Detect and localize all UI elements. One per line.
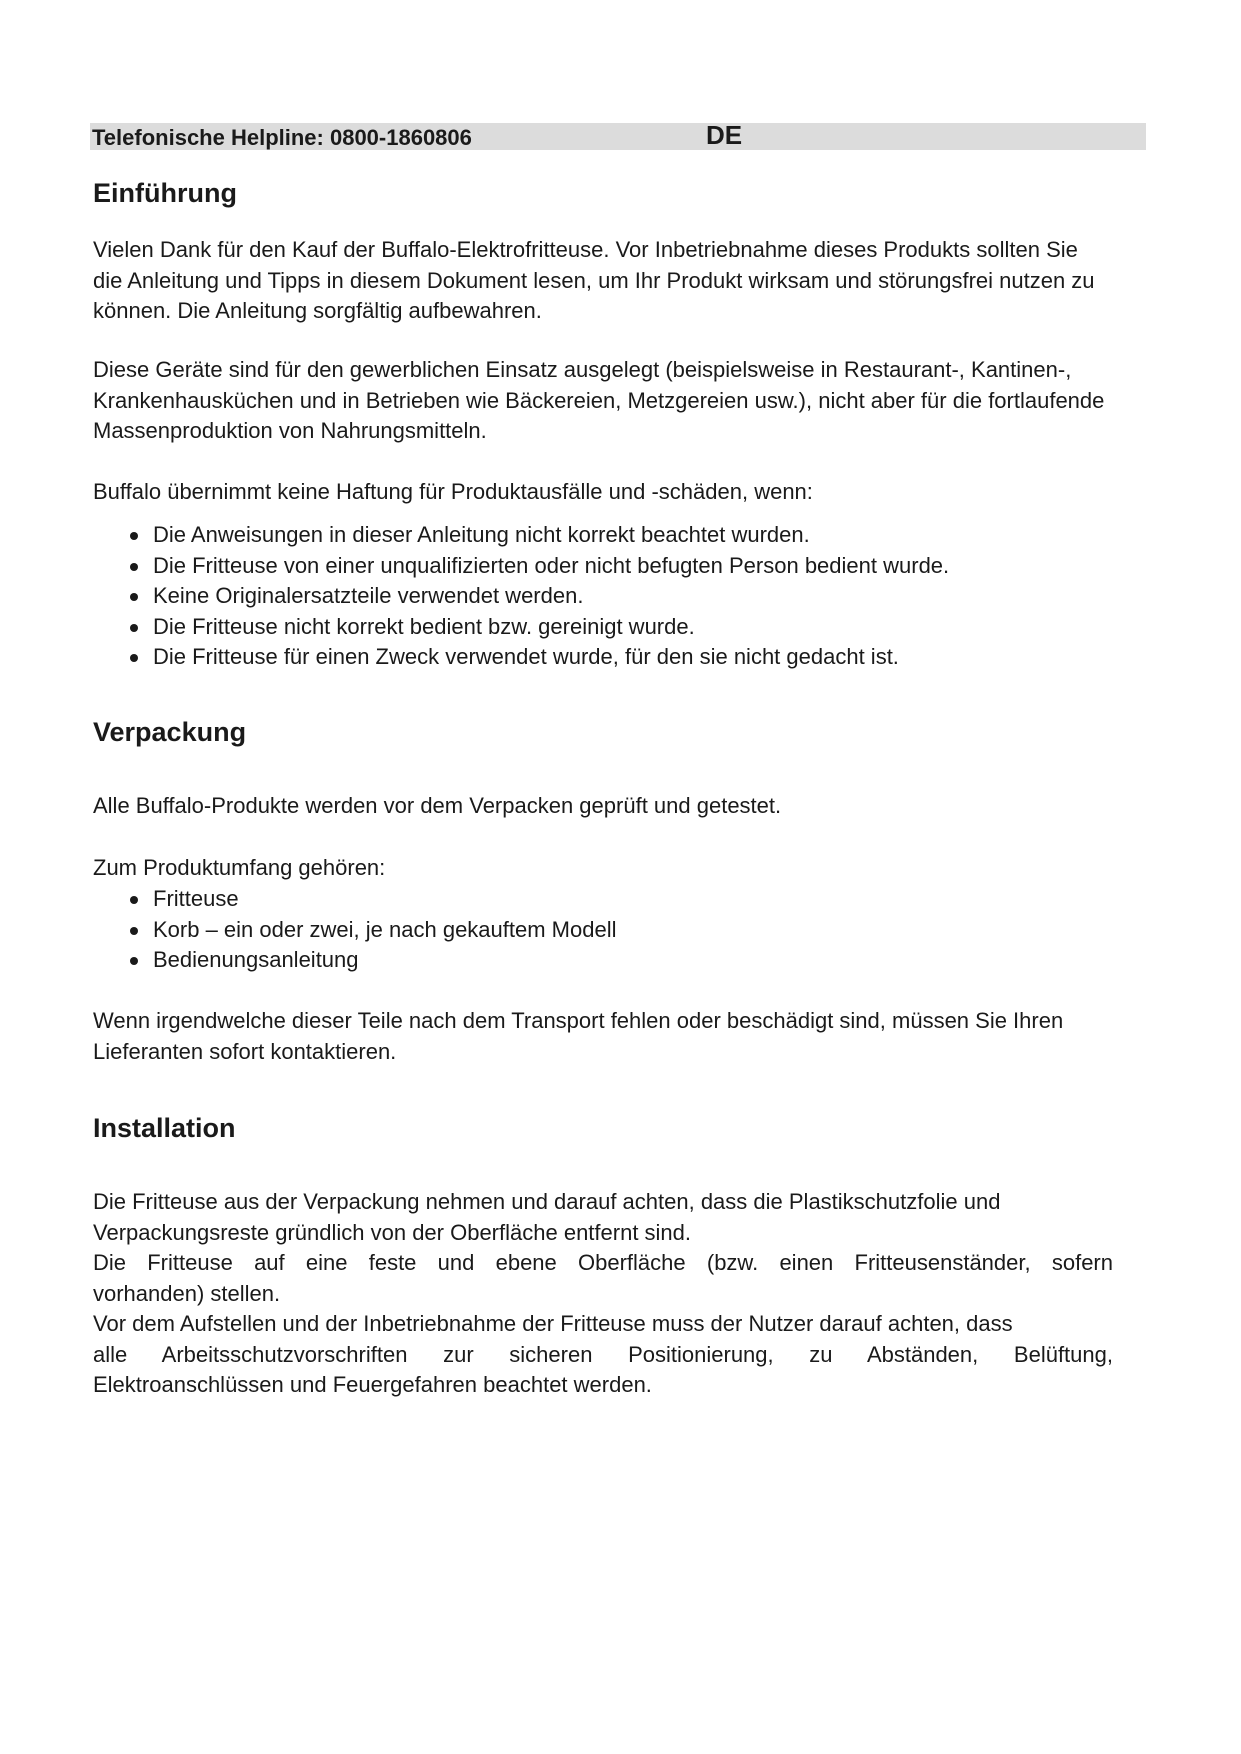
bullet-icon: [130, 896, 138, 904]
packaging-heading-block: [93, 716, 1113, 748]
helpline-text: Telefonische Helpline: 0800-1860806: [92, 125, 472, 150]
bullet-icon: [130, 593, 138, 601]
scope-list: [93, 884, 1113, 976]
installation-text-1: Die Fritteuse aus der Verpackung nehmen und darauf achten, dass die Plastikschutzfolie und Verpackungsreste gründlich von der Oberfläche entfernt sind.: [93, 1189, 1001, 1245]
bullet-icon: [130, 624, 138, 632]
installation-text-3-line-3: Elektroanschlüssen und Feuergefahren beachtet werden.: [93, 1372, 652, 1397]
list-item: Korb – ein oder zwei, je nach gekauftem Modell: [93, 915, 1113, 946]
packaging-heading: Verpackung: [93, 717, 247, 747]
intro-heading-block: [93, 177, 1113, 209]
bullet-icon: [130, 654, 138, 662]
installation-paragraph-3: [93, 1309, 1113, 1401]
liability-lead: Buffalo übernimmt keine Haftung für Produktausfälle und -schäden, wenn:: [93, 479, 813, 504]
installation-text-2-line-2: vorhanden) stellen.: [93, 1280, 281, 1306]
bullet-icon: [130, 563, 138, 571]
installation-text-3-line-1: Vor dem Aufstellen und der Inbetriebnahme der Fritteuse muss der Nutzer darauf achten, dass: [93, 1311, 1013, 1336]
intro-paragraph-1: [93, 235, 1113, 327]
bullet-icon: [130, 927, 138, 935]
list-item: Bedienungsanleitung: [93, 945, 1113, 976]
scope-lead: Zum Produktumfang gehören:: [93, 855, 386, 880]
list-item: Fritteuse: [93, 884, 1113, 915]
installation-heading-block: [93, 1112, 1113, 1144]
list-item: Die Anweisungen in dieser Anleitung nicht korrekt beachtet wurden.: [93, 520, 1113, 551]
list-item: Keine Originalersatzteile verwendet werden.: [93, 581, 1113, 612]
bullet-icon: [130, 957, 138, 965]
list-item: Die Fritteuse für einen Zweck verwendet wurde, für den sie nicht gedacht ist.: [93, 642, 1113, 673]
liability-list: [93, 520, 1113, 673]
intro-heading: Einführung: [93, 178, 237, 208]
packaging-paragraph-1: [93, 791, 1113, 822]
liability-list-block: [93, 520, 1113, 673]
bullet-icon: [130, 532, 138, 540]
liability-lead-block: [93, 477, 1113, 508]
helpline-header-bar: [90, 120, 1146, 150]
packaging-text-2: Wenn irgendwelche dieser Teile nach dem Transport fehlen oder beschädigt sind, müssen Sie Ihren Lieferanten sofort kontaktieren.: [93, 1008, 1064, 1064]
intro-text-2: Diese Geräte sind für den gewerblichen Einsatz ausgelegt (beispielsweise in Restaurant-, Kantinen-, Krankenhausküchen und in Betrieben wie Bäckereien, Metzgereien usw.), nicht aber für die fortlaufende Massenproduktion von Nahrungsmitteln.: [93, 357, 1105, 443]
scope-list-block: [93, 884, 1113, 976]
scope-lead-block: [93, 853, 1113, 884]
list-item: Die Fritteuse nicht korrekt bedient bzw. gereinigt wurde.: [93, 612, 1113, 643]
packaging-paragraph-2: [93, 1006, 1113, 1067]
installation-heading: Installation: [93, 1113, 236, 1143]
installation-paragraph-1: [93, 1187, 1113, 1248]
installation-paragraph-2: [93, 1248, 1113, 1309]
intro-paragraph-2: [93, 355, 1113, 447]
language-code: DE: [706, 120, 743, 150]
installation-text-3-line-2: alle Arbeitsschutzvorschriften zur sicheren Positionierung, zu Abständen, Belüftung,: [93, 1341, 1113, 1367]
installation-text-2-line-1: Die Fritteuse auf eine feste und ebene Oberfläche (bzw. einen Fritteusenständer, sofern: [93, 1250, 1113, 1275]
list-item: Die Fritteuse von einer unqualifizierten oder nicht befugten Person bedient wurde.: [93, 551, 1113, 582]
packaging-text-1: Alle Buffalo-Produkte werden vor dem Verpacken geprüft und getestet.: [93, 793, 782, 818]
intro-text-1: Vielen Dank für den Kauf der Buffalo-Elektrofritteuse. Vor Inbetriebnahme dieses Produkts sollten Sie die Anleitung und Tipps in diesem Dokument lesen, um Ihr Produkt wirksam und störungsfrei nutzen zu können. Die Anleitung sorgfältig aufbewahren.: [93, 237, 1095, 323]
